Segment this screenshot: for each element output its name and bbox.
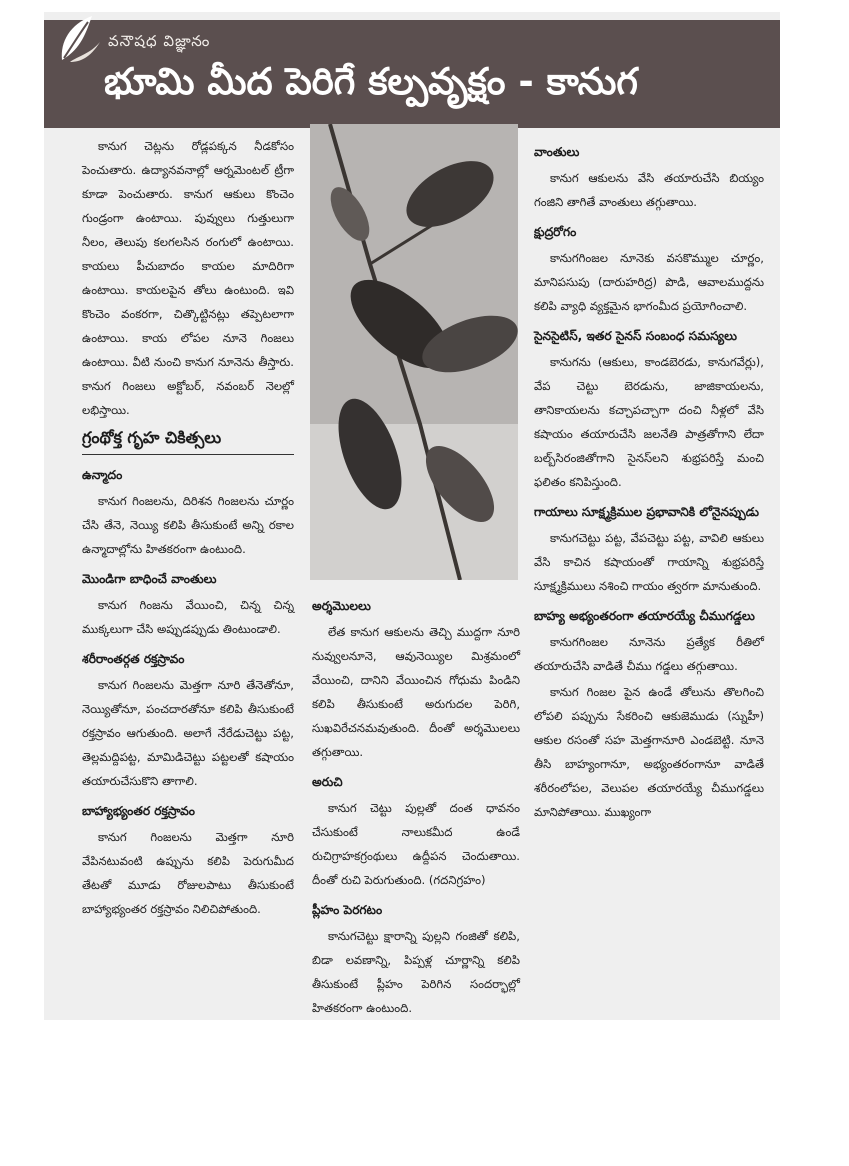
- remedy-text: కానుగచెట్టు క్షారాన్ని పుల్లని గంజితో కలిపి, బిడా లవణాన్ని, పిప్పళ్ల చూర్ణాన్ని కలిపి తీసుకుంటే ప్లీహం పెరిగిన సందర్భాల్లో హితకరంగా ఉంటుంది.: [312, 929, 520, 1015]
- leaves-illustration: [310, 124, 518, 580]
- remedy-title: అర్శమొలలు: [312, 599, 371, 613]
- leaf-logo-icon: [56, 12, 102, 64]
- remedy-text: కానుగ గింజల పైన ఉండే తోలును తొలగించి లోపలి పప్పును సేకరించి ఆకుజెముడు (స్నుహీ) ఆకుల రసంతో సహ మెత్తగానూరి ఎండబెట్టి. నూనె తీసి బాహ్యంగానూ, అభ్యంతరంగానూ వాడితే శరీరంలోపల, వెలుపల తయారయ్యే చీముగడ్డలు మానిపోతాయి. ముఖ్యంగా: [534, 685, 764, 819]
- remedy-text: కానుగ చెట్టు పుల్లతో దంత ధావనం చేసుకుంటే నాలుకమీద ఉండే రుచిగ్రాహకగ్రంథులు ఉద్దీపన చెందుతాయి. దీంతో రుచి పెరుగుతుంది. (గదనిగ్రహం): [312, 801, 520, 887]
- headline: భూమి మీద పెరిగే కల్పవృక్షం - కానుగ: [104, 60, 638, 103]
- remedy-title: శరీరాంతర్గత రక్తస్రావం: [82, 652, 185, 666]
- remedy-text: కానుగ గింజలను, దిరిశన గింజలను చూర్ణం చేసి తేనె, నెయ్యి కలిపి తీసుకుంటే అన్ని రకాల ఉన్మాదాల్లోను హితకరంగా ఉంటుంది.: [82, 494, 294, 556]
- header-band: [44, 20, 780, 128]
- column-2: [312, 588, 520, 1022]
- remedy-title: గాయాలు సూక్ష్మక్రిముల ప్రభావానికి లోనైనప్పుడు: [534, 505, 759, 519]
- remedy-title: సైనసైటిస్, ఇతర సైనస్ సంబంధ సమస్యలు: [534, 329, 737, 343]
- column-3: [534, 134, 764, 826]
- remedy-title: అరుచి: [312, 775, 343, 789]
- remedy-text: కానుగ ఆకులను వేసి తయారుచేసి బియ్యం గంజిని తాగితే వాంతులు తగ్గుతాయి.: [534, 171, 764, 209]
- remedy-text: కానుగను (ఆకులు, కాండబెరడు, కానుగవేర్లు), వేప చెట్టు బెరడును, జాజికాయలను, తానికాయలను కచ్చాపచ్చాగా దంచి నీళ్లలో వేసి కషాయం తయారుచేసి జలనేతి పాత్రతోగాని లేదా బల్బ్‌సిరంజితోగాని సైనస్‌లని శుభ్రపరిస్తే మంచి ఫలితం కనిపిస్తుంది.: [534, 355, 764, 489]
- remedy-title: మొండిగా బాధించే వాంతులు: [82, 572, 217, 586]
- remedy-title: ప్లీహం పెరగటం: [312, 903, 383, 917]
- newspaper-page: [44, 12, 780, 1020]
- section-label: వనౌషధ విజ్ఞానం: [108, 32, 211, 50]
- remedy-text: కానుగ గింజను వేయించి, చిన్న చిన్న ముక్కలుగా చేసి అప్పుడప్పుడు తింటుండాలి.: [82, 598, 294, 636]
- remedy-text: కానుగ గింజలను మెత్తగా నూరి వేపినటువంటి ఉప్పును కలిపి పెరుగుమీద తేటతో మూడు రోజులపాటు తీసుకుంటే బాహ్యాభ్యంతర రక్తస్రావం నిలిచిపోతుంది.: [82, 830, 294, 916]
- remedy-text: కానుగగింజల నూనెకు వసకొమ్ముల చూర్ణం, మానిపసుపు (దారుహరిద్ర) పొడి, ఆవాలముద్దను కలిపి వ్యాధి వ్యక్తమైన భాగంమీద ప్రయోగించాలి.: [534, 251, 764, 313]
- remedy-title: ఉన్మాదం: [82, 468, 123, 482]
- remedy-text: కానుగగింజల నూనెను ప్రత్యేక రీతిలో తయారుచేసి వాడితే చీము గడ్డలు తగ్గుతాయి.: [534, 635, 764, 673]
- intro-paragraph: కానుగ చెట్లను రోడ్లపక్కన నీడకోసం పెంచుతారు. ఉద్యానవనాల్లో ఆర్నమెంటల్ ట్రీగా కూడా పెంచుతారు. కానుగ ఆకులు కొంచెం గుండ్రంగా ఉంటాయి. పువ్వులు గుత్తులుగా నీలం, తెలుపు కలగలసిన రంగులో ఉంటాయి. కాయలు పీచుబాదం కాయల మాదిరిగా ఉంటాయి. కాయలపైన తోలు ఉంటుంది. ఇవి కొంచెం వంకరగా, చిత్కొట్టినట్లు తప్పెటలాగా ఉంటాయి. కాయ లోపల నూనె గింజలు ఉంటాయి. వీటి నుంచి కానుగ నూనెను తీస్తారు. కానుగ గింజలు అక్టోబర్, నవంబర్ నెలల్లో లభిస్తాయి.: [82, 139, 294, 417]
- remedy-text: కానుగచెట్టు పట్ట, వేపచెట్టు పట్ట, వావిలి ఆకులు వేసి కాచిన కషాయంతో గాయాన్ని శుభ్రపరిస్తే సూక్ష్మక్రిములు నశించి గాయం త్వరగా మానుతుంది.: [534, 531, 764, 593]
- section-title: గ్రంథోక్త గృహ చికిత్సలు: [82, 426, 294, 455]
- remedy-title: బాహ్య అభ్యంతరంగా తయారయ్యే చీముగడ్డలు: [534, 609, 755, 623]
- remedy-title: వాంతులు: [534, 145, 580, 159]
- pongamia-leaves-photo: [310, 124, 518, 580]
- remedy-title: బాహ్యాభ్యంతర రక్తస్రావం: [82, 804, 195, 818]
- remedy-title: క్షుద్రరోగం: [534, 225, 577, 239]
- remedy-text: కానుగ గింజలను మెత్తగా నూరి తేనెతోనూ, నెయ్యితోనూ, పంచదారతోనూ కలిపి తీసుకుంటే రక్తస్రావం ఆగుతుంది. అలాగే నేరేడుచెట్టు పట్ట, తెల్లమద్దిపట్ట, మామిడిచెట్టు పట్టలతో కషాయం తయారుచేసుకొని తాగాలి.: [82, 678, 294, 788]
- remedy-text: లేత కానుగ ఆకులను తెచ్చి ముద్దగా నూరి నువ్వులనూనె, ఆవునెయ్యిల మిశ్రమంలో వేయించి, దానిని వేయించిన గోధుమ పిండిని కలిపి తీసుకుంటే అరుగుదల పెరిగి, సుఖవిరేచనమవుతుంది. దీంతో అర్శమొలలు తగ్గుతాయి.: [312, 625, 520, 759]
- column-1: [82, 134, 294, 923]
